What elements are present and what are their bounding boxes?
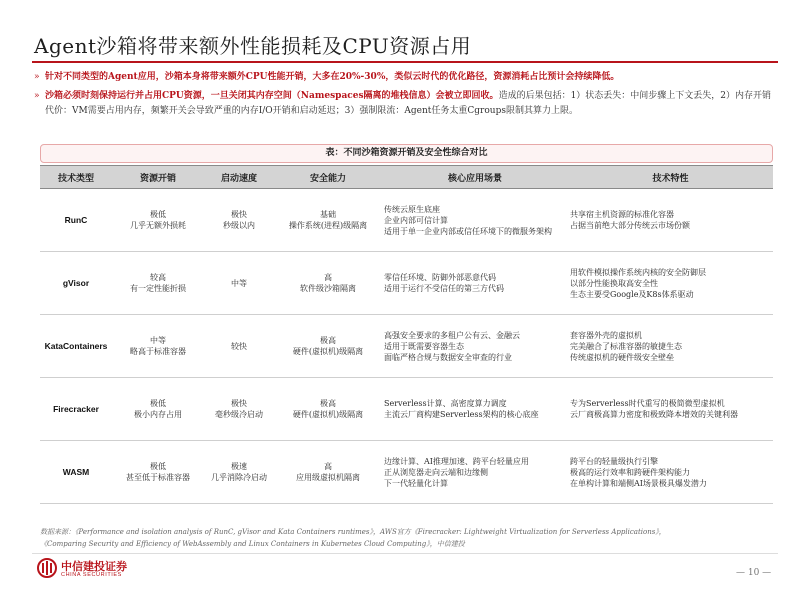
cell-line: 用软件模拟操作系统内核的安全防御层 [570, 267, 706, 277]
cell-line: 略高于标准容器 [130, 347, 186, 356]
cell-line: 甚至低于标准容器 [126, 473, 190, 482]
cell-line: 传统虚拟机的硬件级安全壁垒 [570, 352, 674, 362]
cell-features [568, 441, 773, 504]
column-header: 核心应用场景 [382, 166, 568, 189]
chevron-right-icon: » [34, 91, 40, 101]
cell-tech-name: RunC [40, 189, 112, 252]
cell-line: 较快 [231, 341, 247, 351]
cell-line: 主流云厂商构建Serverless架构的核心底座 [384, 410, 539, 419]
cell-resource-cost [112, 315, 204, 378]
cell-tech-name: KataContainers [40, 315, 112, 378]
cell-line: 传统云原生底座 [384, 204, 440, 214]
cell-line: 极高 [320, 336, 336, 345]
cell-startup-speed [204, 378, 274, 441]
company-logo [37, 557, 137, 581]
source-line: 《Comparing Security and Efficiency of WebAssembly and Linux Containers in Kubernetes Cloud Computing》，中信建投 [40, 540, 465, 548]
cell-startup-speed [204, 189, 274, 252]
cell-line: 几乎无额外损耗 [130, 221, 186, 230]
page-number: — 10 — [736, 568, 772, 578]
column-header: 技术特性 [568, 166, 773, 189]
cell-line: 企业内部可信计算 [384, 215, 448, 225]
cell-line: 中等 [150, 336, 166, 345]
cell-resource-cost [112, 378, 204, 441]
column-header: 资源开销 [112, 166, 204, 189]
cell-line: 云厂商极高算力密度和极致降本增效的关键利器 [570, 410, 738, 419]
cell-line: 极低 [150, 399, 166, 408]
bullet-list [34, 70, 774, 123]
cell-tech-name: gVisor [40, 252, 112, 315]
cell-security [274, 441, 382, 504]
cell-line: 生态主要受Google及K8s体系驱动 [570, 289, 694, 299]
cell-resource-cost [112, 441, 204, 504]
table-row [40, 315, 773, 378]
cell-startup-speed [204, 252, 274, 315]
cell-line: 软件级沙箱隔离 [300, 284, 356, 293]
cell-line: 适用于运行不受信任的第三方代码 [384, 284, 504, 293]
cell-line: 应用级虚拟机隔离 [296, 473, 360, 482]
table-row [40, 378, 773, 441]
page-title: Agent沙箱将带来额外性能损耗及CPU资源占用 [34, 34, 472, 58]
cell-line: 共享宿主机资源的标准化容器 [570, 210, 674, 219]
cell-startup-speed [204, 441, 274, 504]
cell-line: 正从浏览器走向云端和边缘侧 [384, 467, 488, 477]
cell-line: 基础 [320, 210, 336, 219]
bullet-item [34, 70, 774, 85]
cell-startup-speed [204, 315, 274, 378]
footer-divider [32, 553, 778, 554]
cell-line: 跨平台的轻量级执行引擎 [570, 456, 658, 466]
cell-line: 边缘计算、AI推理加速、跨平台轻量应用 [384, 456, 529, 466]
cell-line: 下一代轻量化计算 [384, 478, 448, 488]
table-row [40, 252, 773, 315]
cell-line: 极高的运行效率和跨硬件架构能力 [570, 467, 690, 477]
cell-features [568, 252, 773, 315]
cell-scenarios [382, 252, 568, 315]
cell-line: 极低 [150, 210, 166, 219]
company-emblem-icon [37, 557, 57, 579]
cell-line: 以部分性能换取高安全性 [570, 278, 658, 288]
cell-line: 适用于既需要容器生态 [384, 341, 464, 351]
data-source-note [40, 526, 775, 550]
cell-resource-cost [112, 252, 204, 315]
cell-line: 较高 [150, 273, 166, 282]
table-header-row [40, 166, 773, 189]
cell-line: 操作系统(进程)级隔离 [288, 221, 368, 230]
cell-line: 秒级以内 [223, 221, 255, 230]
table-row [40, 189, 773, 252]
cell-features [568, 189, 773, 252]
cell-scenarios [382, 189, 568, 252]
cell-line: 在单构计算和端侧AI场景极具爆发潜力 [570, 478, 707, 488]
cell-security [274, 252, 382, 315]
cell-line: 适用于单一企业内部或信任环境下的微服务架构 [384, 226, 552, 236]
cell-security [274, 315, 382, 378]
cell-line: 毫秒级冷启动 [215, 410, 263, 419]
cell-line: 高强安全要求的多租户公有云、金融云 [384, 330, 520, 340]
cell-features [568, 378, 773, 441]
bullet-highlight-text: 针对不同类型的Agent应用，沙箱本身将带来额外CPU性能开销，大多在20%-30%，类似云时代的优化路径，资源消耗占比预计会持续降低。 [45, 72, 620, 82]
table-caption: 表：不同沙箱资源开销及安全性综合对比 [40, 144, 773, 163]
cell-security [274, 189, 382, 252]
cell-line: 套容器外壳的虚拟机 [570, 330, 642, 340]
cell-line: 硬件(虚拟机)级隔离 [292, 347, 364, 356]
cell-line: 完美融合了标准容器的敏捷生态 [570, 341, 682, 351]
cell-line: Serverless计算、高密度算力调度 [384, 399, 507, 408]
bullet-body-text: 造成的后果包括：1）状态丢失：中间步骤上下文丢失，2）内存开销代价：VM需要占用内存，频繁开关会导致严重的内存I/O开销和启动延迟；3）强制限流：Agent任务太重Cgroups限制其算力上限。 [45, 91, 772, 116]
cell-line: 硬件(虚拟机)级隔离 [292, 410, 364, 419]
cell-scenarios [382, 315, 568, 378]
cell-line: 有一定性能折损 [130, 284, 186, 293]
table-row [40, 441, 773, 504]
cell-resource-cost [112, 189, 204, 252]
cell-line: 极速 [231, 462, 247, 471]
cell-line: 极快 [231, 399, 247, 408]
cell-features [568, 315, 773, 378]
column-header: 安全能力 [274, 166, 382, 189]
column-header: 启动速度 [204, 166, 274, 189]
cell-line: 中等 [231, 278, 247, 288]
cell-scenarios [382, 378, 568, 441]
cell-line: 面临严格合规与数据安全审查的行业 [384, 352, 512, 362]
cell-tech-name: WASM [40, 441, 112, 504]
cell-line: 占据当前绝大部分传统云市场份额 [570, 221, 690, 230]
bullet-item [34, 89, 774, 119]
cell-line: 专为Serverless时代重写的极简微型虚拟机 [570, 399, 725, 408]
comparison-table [40, 165, 773, 504]
bullet-highlight-text: 沙箱必须时刻保持运行并占用CPU资源，一旦关闭其内存空间（Namespaces隔离的堆栈信息）会被立即回收。 [45, 91, 499, 101]
logo-text-cn: 中信建投证券 [61, 560, 127, 573]
cell-line: 极高 [320, 399, 336, 408]
title-divider [32, 61, 778, 63]
column-header: 技术类型 [40, 166, 112, 189]
cell-line: 极快 [231, 210, 247, 219]
cell-line: 极小内存占用 [134, 410, 182, 419]
source-line: 数据来源：《Performance and isolation analysis of RunC, gVisor and Kata Containers runtimes》，AWS官方《Firecracker: Lightweight Virtualization for Serverless Applications》， [40, 528, 666, 536]
cell-tech-name: Firecracker [40, 378, 112, 441]
chevron-right-icon: » [34, 72, 40, 82]
cell-scenarios [382, 441, 568, 504]
cell-line: 零信任环境、防御外部恶意代码 [384, 273, 496, 282]
cell-line: 高 [324, 273, 332, 282]
cell-security [274, 378, 382, 441]
cell-line: 极低 [150, 462, 166, 471]
cell-line: 几乎消除冷启动 [211, 473, 267, 482]
logo-text-en: CHINA SECURITIES [61, 572, 122, 578]
cell-line: 高 [324, 462, 332, 471]
